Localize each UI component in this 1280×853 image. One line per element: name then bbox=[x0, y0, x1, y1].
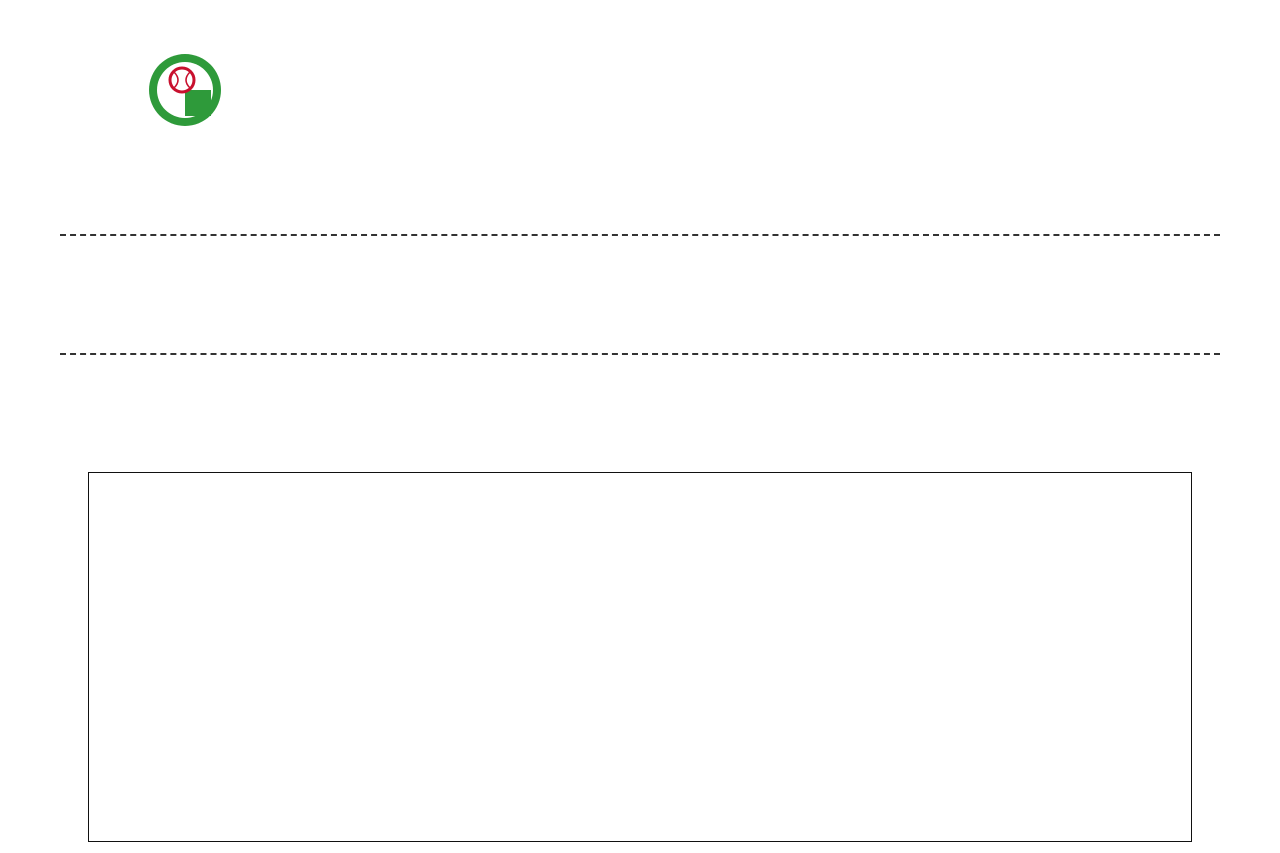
team-table bbox=[88, 472, 1192, 842]
